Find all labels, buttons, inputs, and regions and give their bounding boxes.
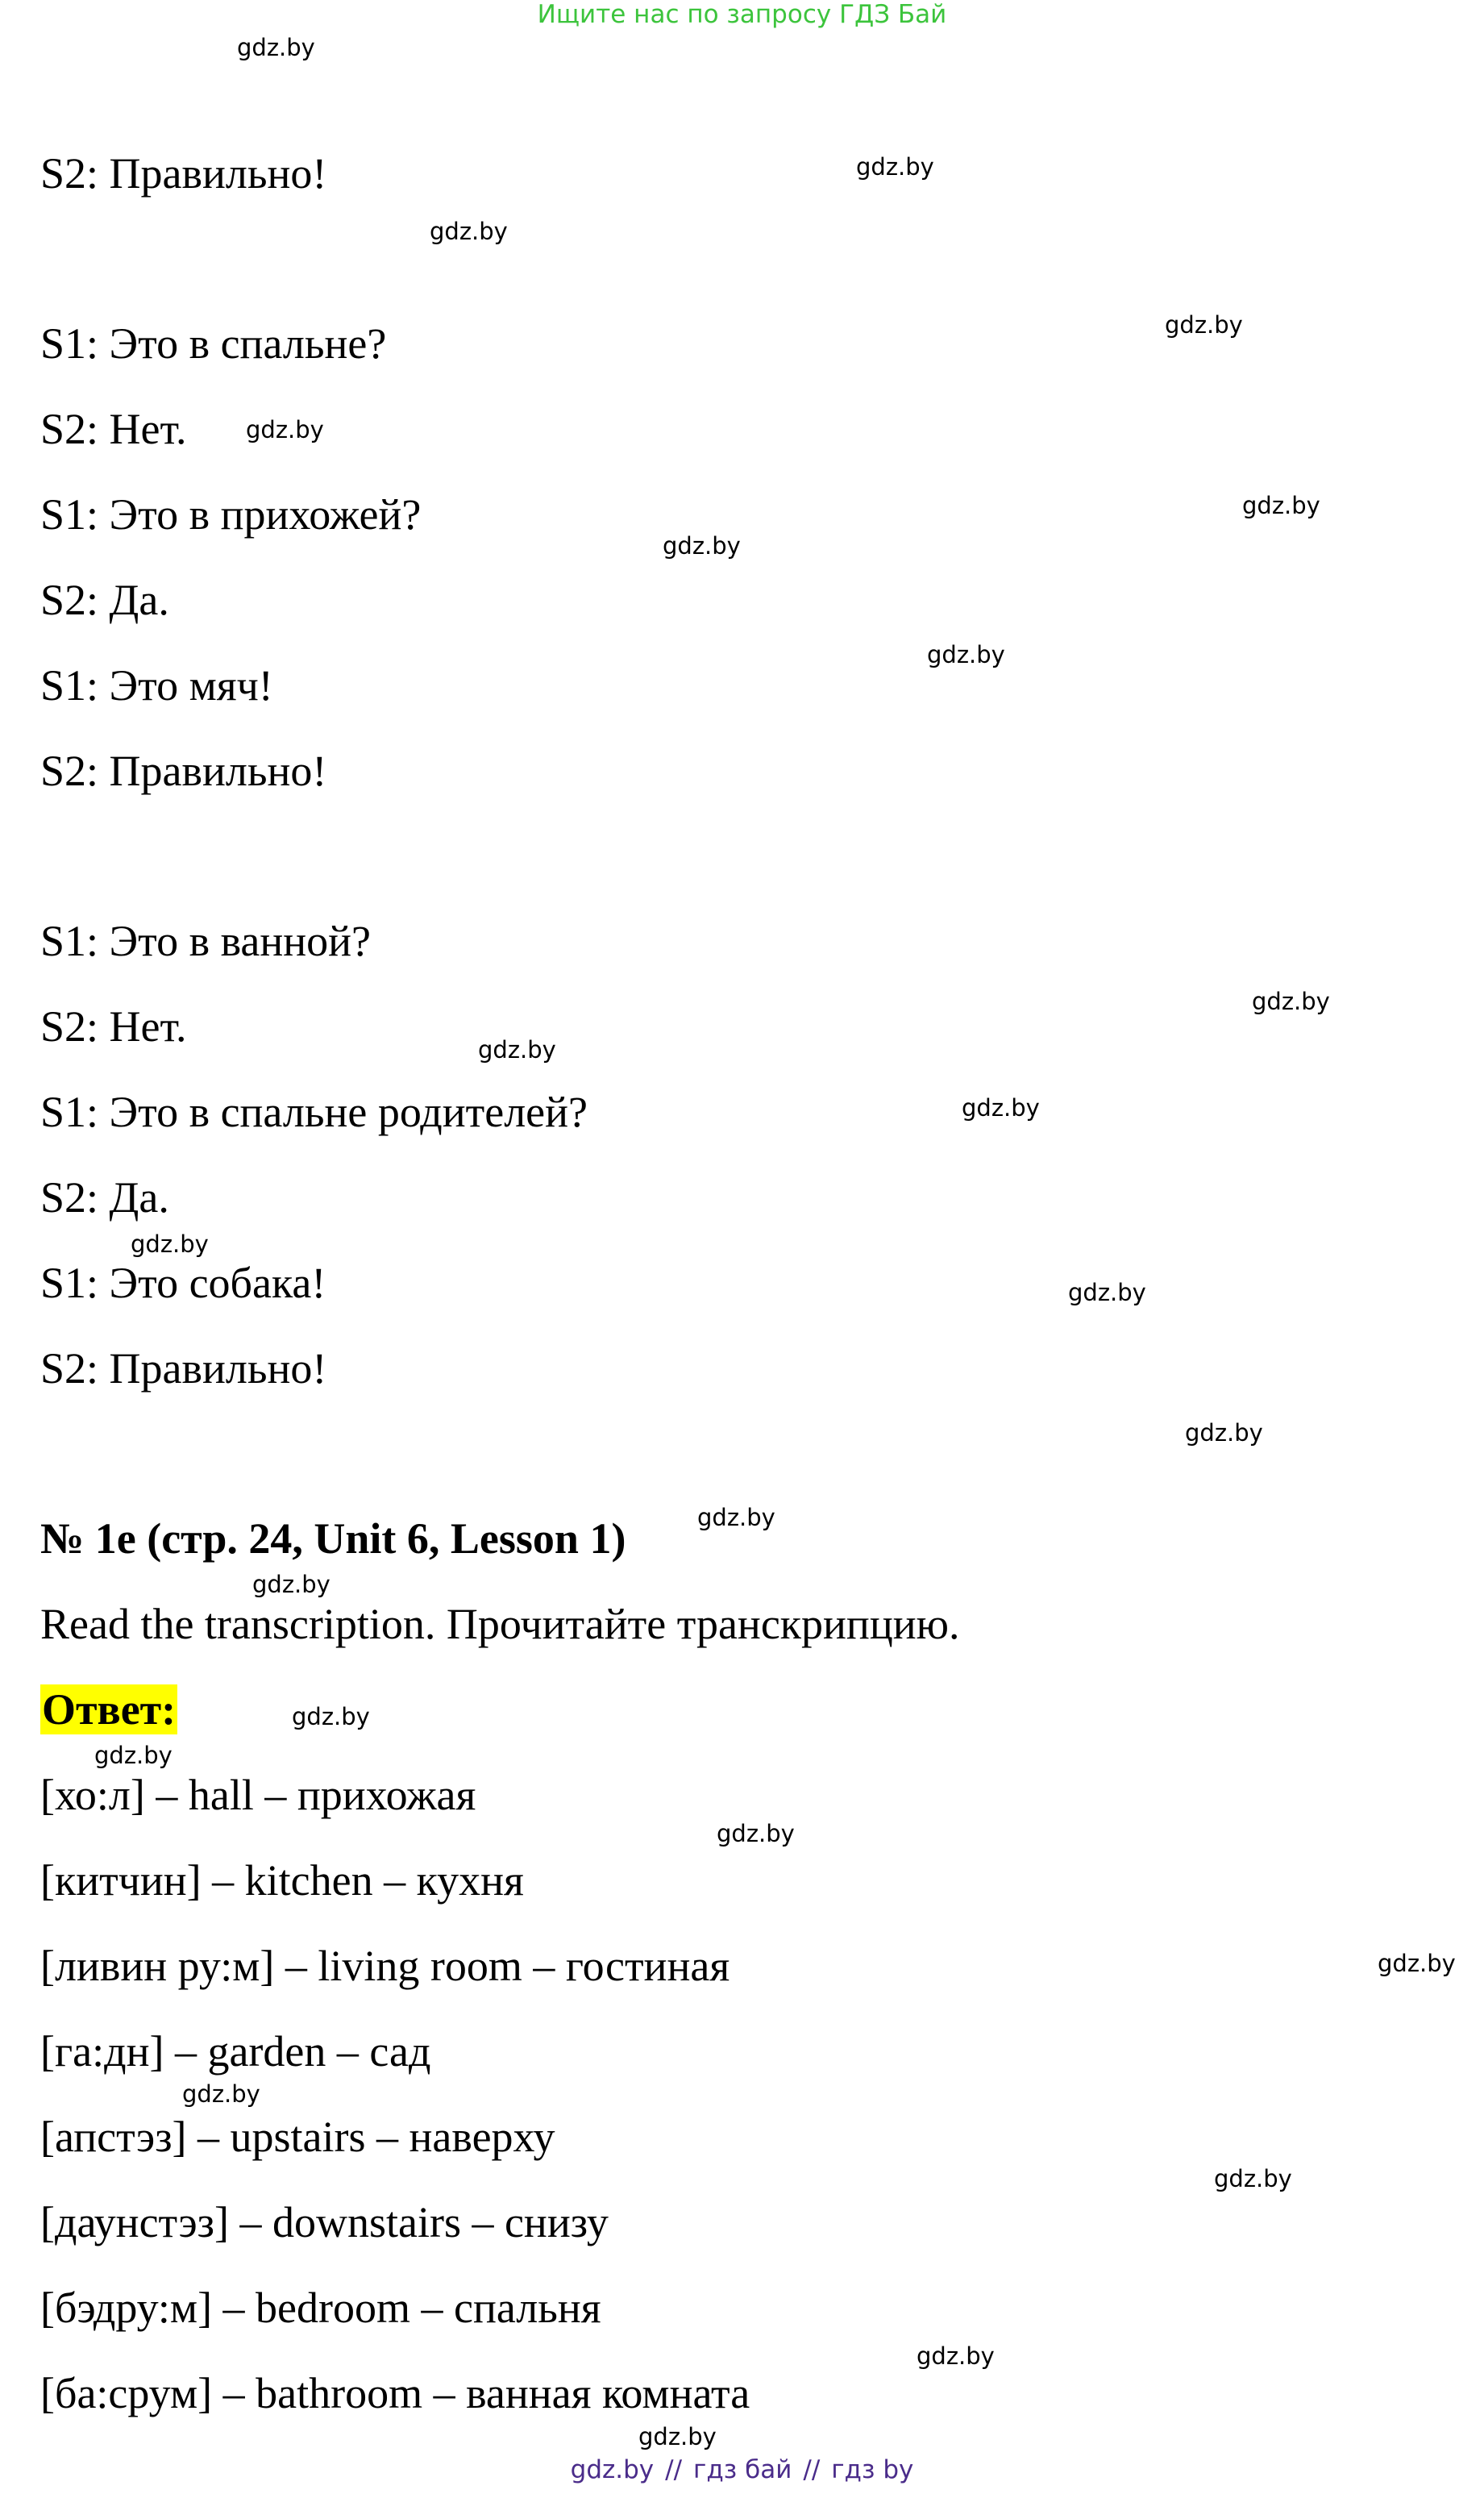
watermark: gdz.by xyxy=(697,1504,775,1531)
vocab-item: [даунстэз] – downstairs – снизу xyxy=(40,2198,609,2246)
dialogue-line: S2: Нет. xyxy=(40,1002,187,1051)
watermark: gdz.by xyxy=(182,2080,260,2108)
footer-separator: // xyxy=(803,2455,821,2484)
top-banner: Ищите нас по запросу ГДЗ Бай xyxy=(537,0,947,29)
watermark: gdz.by xyxy=(717,1820,795,1847)
watermark: gdz.by xyxy=(1378,1950,1456,1977)
watermark: gdz.by xyxy=(94,1742,173,1769)
dialogue-line: S1: Это собака! xyxy=(40,1259,326,1307)
exercise-title: № 1e (стр. 24, Unit 6, Lesson 1) xyxy=(40,1514,626,1563)
vocab-item: [га:дн] – garden – сад xyxy=(40,2027,431,2076)
watermark: gdz.by xyxy=(292,1703,370,1730)
footer-link-gdz-bai[interactable]: гдз бай xyxy=(693,2455,792,2484)
watermark: gdz.by xyxy=(252,1571,330,1598)
dialogue-line: S1: Это в прихожей? xyxy=(40,490,422,539)
watermark: gdz.by xyxy=(430,218,508,245)
footer-link-gdz-by[interactable]: gdz.by xyxy=(570,2455,655,2484)
watermark: gdz.by xyxy=(638,2423,717,2450)
dialogue-line: S2: Правильно! xyxy=(40,1344,327,1393)
watermark: gdz.by xyxy=(1068,1279,1146,1306)
dialogue-line: S2: Да. xyxy=(40,576,169,624)
watermark: gdz.by xyxy=(478,1036,556,1064)
watermark: gdz.by xyxy=(1185,1419,1263,1447)
vocab-item: [китчин] – kitchen – кухня xyxy=(40,1856,524,1905)
watermark: gdz.by xyxy=(237,34,315,61)
watermark: gdz.by xyxy=(131,1230,209,1258)
dialogue-line: S2: Да. xyxy=(40,1173,169,1222)
exercise-instruction: Read the transcription. Прочитайте транскрипцию. xyxy=(40,1600,960,1648)
watermark: gdz.by xyxy=(927,641,1005,668)
dialogue-line: S1: Это в ванной? xyxy=(40,917,371,965)
watermark: gdz.by xyxy=(962,1094,1040,1122)
answer-label: Ответ: xyxy=(42,1685,177,1734)
dialogue-line: S2: Нет. xyxy=(40,405,187,453)
dialogue-line: S2: Правильно! xyxy=(40,747,327,795)
vocab-item: [ливин ру:м] – living room – гостиная xyxy=(40,1942,730,1990)
watermark: gdz.by xyxy=(246,416,324,443)
vocab-item: [бэдру:м] – bedroom – спальня xyxy=(40,2284,601,2332)
watermark: gdz.by xyxy=(1252,988,1330,1015)
watermark: gdz.by xyxy=(917,2342,995,2370)
vocab-item: [ба:срум] – bathroom – ванная комната xyxy=(40,2369,750,2417)
watermark: gdz.by xyxy=(1214,2165,1292,2192)
watermark: gdz.by xyxy=(1165,311,1243,339)
dialogue-line: S1: Это мяч! xyxy=(40,661,273,710)
dialogue-line: S1: Это в спальне родителей? xyxy=(40,1088,588,1136)
footer-separator: // xyxy=(665,2455,683,2484)
dialogue-line: S2: Правильно! xyxy=(40,149,327,198)
footer-link-gdz-by-2[interactable]: гдз by xyxy=(831,2455,914,2484)
vocab-item: [апстэз] – upstairs – наверху xyxy=(40,2113,555,2161)
watermark: gdz.by xyxy=(856,153,934,181)
vocab-item: [хо:л] – hall – прихожая xyxy=(40,1771,476,1819)
dialogue-line: S1: Это в спальне? xyxy=(40,319,387,368)
footer-links xyxy=(0,2455,1484,2484)
watermark: gdz.by xyxy=(1242,492,1320,519)
watermark: gdz.by xyxy=(663,532,741,560)
